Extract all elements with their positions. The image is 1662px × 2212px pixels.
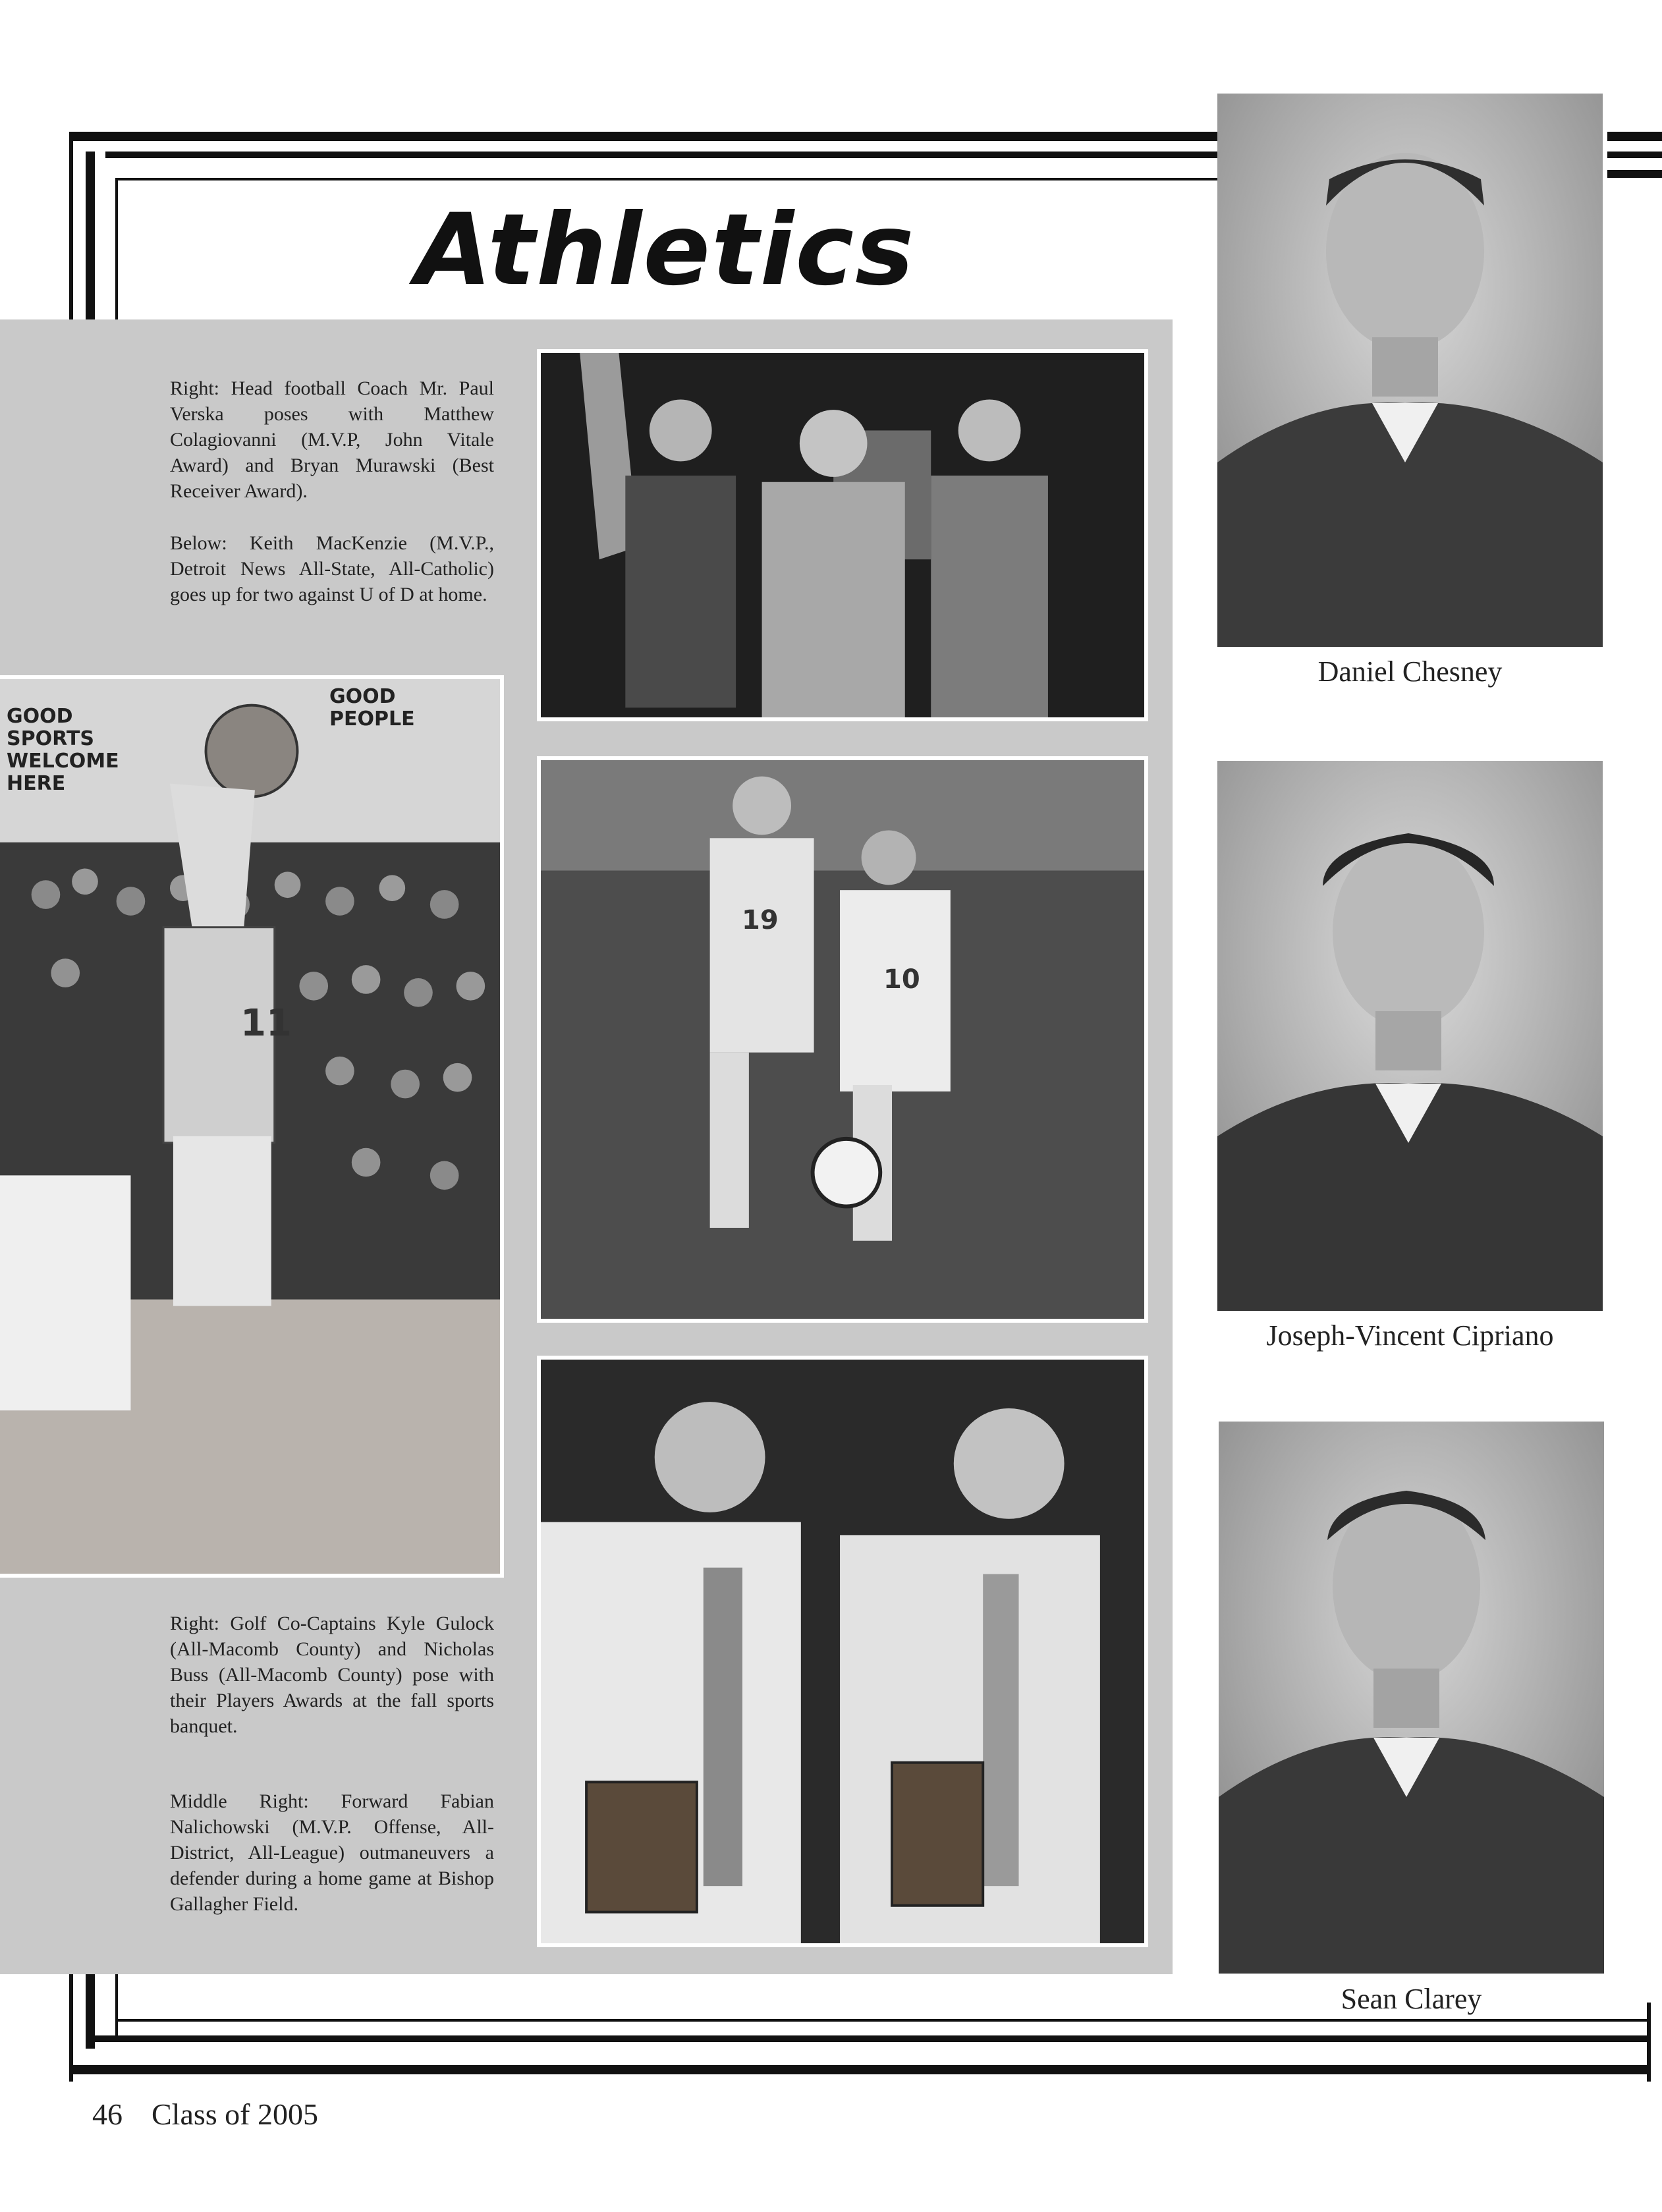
frame-top-thin-line bbox=[115, 178, 1219, 180]
senior-portrait-2 bbox=[1217, 761, 1603, 1311]
caption-basketball: Below: Keith MacKenzie (M.V.P., Detroit News All-State, All-Catholic) goes up for two against U of D at home. bbox=[170, 532, 494, 605]
soccer-jersey-10: 10 bbox=[883, 964, 920, 995]
senior-name-3: Sean Clarey bbox=[1341, 1983, 1482, 2015]
basketball-photo bbox=[0, 675, 504, 1578]
football-awards-photo bbox=[537, 349, 1148, 721]
golf-awards-photo bbox=[537, 1356, 1148, 1947]
senior-name-1: Daniel Chesney bbox=[1317, 655, 1503, 688]
soccer-jersey-19: 19 bbox=[742, 905, 779, 935]
frame-bottom-inner-line bbox=[86, 2035, 1650, 2042]
frame-right-edge-line bbox=[1647, 2003, 1651, 2082]
page-footer bbox=[92, 2095, 347, 2134]
frame-bottom-outer-line bbox=[69, 2065, 1650, 2074]
frame-right-stub-1 bbox=[1607, 132, 1662, 141]
frame-right-stub-2 bbox=[1607, 152, 1662, 158]
senior-name-2: Joseph-Vincent Cipriano bbox=[1266, 1319, 1554, 1352]
caption-soccer: Middle Right: Forward Fabian Nalichowski (M.V.P. Offense, All-District, All-League) outmaneuvers a defender during a home game at Bishop Gallagher Field. bbox=[170, 1790, 494, 1915]
soccer-game-photo bbox=[537, 756, 1148, 1323]
caption-football: Right: Head football Coach Mr. Paul Verska poses with Matthew Colagiovanni (M.V.P, John Vitale Award) and Bryan Murawski (Best Receiver Award). bbox=[170, 377, 494, 502]
senior-portrait-3 bbox=[1219, 1422, 1604, 1974]
frame-right-stub-3 bbox=[1607, 170, 1662, 178]
banner-right-text: GOOD PEOPLE bbox=[329, 685, 415, 731]
page-title: Athletics bbox=[415, 193, 916, 308]
frame-top-inner-line bbox=[105, 152, 1219, 158]
senior-portrait-1 bbox=[1217, 94, 1603, 647]
frame-bottom-thin-line bbox=[115, 2019, 1650, 2022]
class-label: Class of 2005 bbox=[152, 2097, 318, 2131]
caption-golf: Right: Golf Co-Captains Kyle Gulock (All-Macomb County) and Nicholas Buss (All-Macomb County) pose with their Players Awards at the fall sports banquet. bbox=[170, 1613, 494, 1737]
banner-left-text: GOOD SPORTS WELCOME HERE bbox=[7, 705, 119, 795]
frame-top-outer-line bbox=[69, 132, 1219, 141]
basketball-jersey-number: 11 bbox=[240, 1002, 292, 1045]
page-number: 46 bbox=[92, 2097, 123, 2131]
